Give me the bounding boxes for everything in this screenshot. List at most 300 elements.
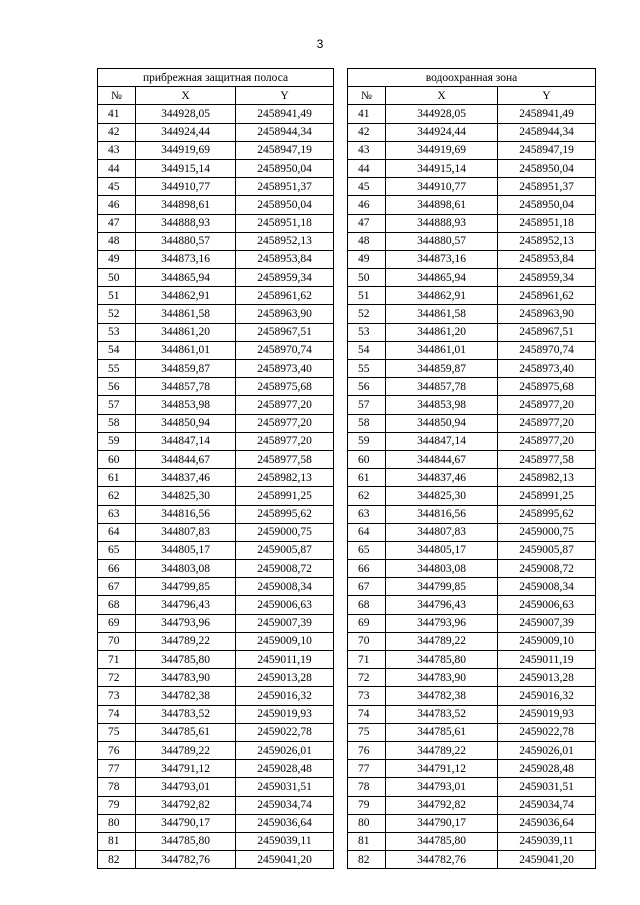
left-x-coordinate: 344785,80: [136, 651, 236, 669]
right-x-coordinate: 344915,14: [386, 159, 498, 177]
table-row: [98, 269, 596, 287]
right-x-coordinate: 344789,22: [386, 741, 498, 759]
column-gap: [334, 69, 348, 87]
left-y-coordinate: 2458961,62: [236, 287, 334, 305]
left-point-number: 42: [98, 123, 136, 141]
right-x-coordinate: 344816,56: [386, 505, 498, 523]
left-point-number: 67: [98, 578, 136, 596]
table-row: [98, 632, 596, 650]
right-y-coordinate: 2459028,48: [498, 760, 596, 778]
right-x-coordinate: 344789,22: [386, 632, 498, 650]
left-y-coordinate: 2458941,49: [236, 105, 334, 123]
right-x-header: X: [386, 87, 498, 105]
right-x-coordinate: 344847,14: [386, 432, 498, 450]
left-point-number: 70: [98, 632, 136, 650]
right-x-coordinate: 344785,61: [386, 723, 498, 741]
left-y-coordinate: 2459034,74: [236, 796, 334, 814]
left-x-coordinate: 344888,93: [136, 214, 236, 232]
left-x-coordinate: 344898,61: [136, 196, 236, 214]
left-x-coordinate: 344850,94: [136, 414, 236, 432]
table-row: [98, 578, 596, 596]
left-y-coordinate: 2459005,87: [236, 541, 334, 559]
left-point-number: 77: [98, 760, 136, 778]
right-point-number: 42: [348, 123, 386, 141]
table-row: [98, 141, 596, 159]
left-y-coordinate: 2458982,13: [236, 469, 334, 487]
right-x-coordinate: 344803,08: [386, 560, 498, 578]
left-y-coordinate: 2458953,84: [236, 250, 334, 268]
left-point-number: 69: [98, 614, 136, 632]
right-y-coordinate: 2458977,20: [498, 432, 596, 450]
table-row: [98, 396, 596, 414]
left-y-coordinate: 2459000,75: [236, 523, 334, 541]
left-y-coordinate: 2459009,10: [236, 632, 334, 650]
right-x-coordinate: 344861,20: [386, 323, 498, 341]
column-gap: [334, 541, 348, 559]
column-gap: [334, 305, 348, 323]
left-y-coordinate: 2459026,01: [236, 741, 334, 759]
left-x-coordinate: 344915,14: [136, 159, 236, 177]
right-x-coordinate: 344850,94: [386, 414, 498, 432]
left-point-number: 51: [98, 287, 136, 305]
right-y-coordinate: 2459034,74: [498, 796, 596, 814]
column-gap: [334, 323, 348, 341]
right-y-coordinate: 2458950,04: [498, 196, 596, 214]
table-row: [98, 250, 596, 268]
left-y-coordinate: 2459013,28: [236, 669, 334, 687]
left-x-coordinate: 344865,94: [136, 269, 236, 287]
right-y-coordinate: 2459041,20: [498, 851, 596, 869]
right-x-coordinate: 344782,76: [386, 851, 498, 869]
left-point-number: 63: [98, 505, 136, 523]
left-point-number: 45: [98, 178, 136, 196]
right-y-coordinate: 2459022,78: [498, 723, 596, 741]
table-row: [98, 851, 596, 869]
right-x-coordinate: 344799,85: [386, 578, 498, 596]
right-y-coordinate: 2459019,93: [498, 705, 596, 723]
right-point-number: 45: [348, 178, 386, 196]
right-x-coordinate: 344861,01: [386, 341, 498, 359]
right-point-number: 70: [348, 632, 386, 650]
right-x-coordinate: 344793,01: [386, 778, 498, 796]
right-point-number: 50: [348, 269, 386, 287]
left-y-header: Y: [236, 87, 334, 105]
left-y-coordinate: 2459028,48: [236, 760, 334, 778]
left-point-number: 79: [98, 796, 136, 814]
column-gap: [334, 159, 348, 177]
right-y-coordinate: 2458977,20: [498, 414, 596, 432]
right-y-coordinate: 2458951,18: [498, 214, 596, 232]
left-point-number: 71: [98, 651, 136, 669]
right-x-coordinate: 344785,80: [386, 651, 498, 669]
column-gap: [334, 723, 348, 741]
column-gap: [334, 269, 348, 287]
column-gap: [334, 432, 348, 450]
right-x-coordinate: 344796,43: [386, 596, 498, 614]
table-row: [98, 596, 596, 614]
left-x-coordinate: 344791,12: [136, 760, 236, 778]
column-gap: [334, 669, 348, 687]
right-x-coordinate: 344873,16: [386, 250, 498, 268]
left-y-coordinate: 2459036,64: [236, 814, 334, 832]
column-gap: [334, 687, 348, 705]
right-x-coordinate: 344928,05: [386, 105, 498, 123]
table-row: [98, 378, 596, 396]
left-zone-title: прибрежная защитная полоса: [98, 69, 334, 87]
table-row: [98, 487, 596, 505]
left-x-coordinate: 344789,22: [136, 741, 236, 759]
left-x-coordinate: 344861,58: [136, 305, 236, 323]
right-point-number: 78: [348, 778, 386, 796]
right-y-coordinate: 2459000,75: [498, 523, 596, 541]
right-x-coordinate: 344880,57: [386, 232, 498, 250]
left-y-coordinate: 2459008,34: [236, 578, 334, 596]
table-row: [98, 560, 596, 578]
left-point-number: 57: [98, 396, 136, 414]
right-point-number: 82: [348, 851, 386, 869]
right-y-coordinate: 2458963,90: [498, 305, 596, 323]
left-point-number: 41: [98, 105, 136, 123]
column-gap: [334, 487, 348, 505]
table-row: [98, 360, 596, 378]
left-point-number: 56: [98, 378, 136, 396]
right-point-number: 55: [348, 360, 386, 378]
right-point-number: 81: [348, 832, 386, 850]
right-point-number: 63: [348, 505, 386, 523]
right-x-coordinate: 344853,98: [386, 396, 498, 414]
column-gap: [334, 214, 348, 232]
left-y-coordinate: 2458977,20: [236, 432, 334, 450]
left-x-coordinate: 344789,22: [136, 632, 236, 650]
left-point-number: 47: [98, 214, 136, 232]
left-y-coordinate: 2459022,78: [236, 723, 334, 741]
right-x-coordinate: 344807,83: [386, 523, 498, 541]
column-gap: [334, 196, 348, 214]
left-point-number: 53: [98, 323, 136, 341]
left-point-number: 49: [98, 250, 136, 268]
right-point-number: 77: [348, 760, 386, 778]
left-y-coordinate: 2459031,51: [236, 778, 334, 796]
right-y-coordinate: 2459007,39: [498, 614, 596, 632]
column-gap: [334, 632, 348, 650]
table-row: [98, 505, 596, 523]
right-x-coordinate: 344919,69: [386, 141, 498, 159]
column-header-row: [98, 87, 596, 105]
right-x-coordinate: 344837,46: [386, 469, 498, 487]
right-y-header: Y: [498, 87, 596, 105]
left-y-coordinate: 2458991,25: [236, 487, 334, 505]
left-x-coordinate: 344790,17: [136, 814, 236, 832]
left-x-coordinate: 344793,96: [136, 614, 236, 632]
left-y-coordinate: 2458973,40: [236, 360, 334, 378]
table-row: [98, 341, 596, 359]
left-x-coordinate: 344807,83: [136, 523, 236, 541]
left-y-coordinate: 2458952,13: [236, 232, 334, 250]
right-y-coordinate: 2459011,19: [498, 651, 596, 669]
right-y-coordinate: 2459009,10: [498, 632, 596, 650]
left-x-coordinate: 344924,44: [136, 123, 236, 141]
right-y-coordinate: 2459008,34: [498, 578, 596, 596]
column-gap: [334, 560, 348, 578]
right-point-number: 79: [348, 796, 386, 814]
column-gap: [334, 450, 348, 468]
table-row: [98, 778, 596, 796]
left-y-coordinate: 2458947,19: [236, 141, 334, 159]
right-point-number: 44: [348, 159, 386, 177]
right-point-number: 71: [348, 651, 386, 669]
left-y-coordinate: 2458975,68: [236, 378, 334, 396]
table-row: [98, 232, 596, 250]
left-point-number: 80: [98, 814, 136, 832]
table-row: [98, 414, 596, 432]
right-x-coordinate: 344805,17: [386, 541, 498, 559]
left-y-coordinate: 2458950,04: [236, 159, 334, 177]
table-row: [98, 323, 596, 341]
left-x-coordinate: 344805,17: [136, 541, 236, 559]
left-y-coordinate: 2458959,34: [236, 269, 334, 287]
left-point-number: 82: [98, 851, 136, 869]
left-point-number: 46: [98, 196, 136, 214]
right-y-coordinate: 2459031,51: [498, 778, 596, 796]
right-point-number: 75: [348, 723, 386, 741]
left-y-coordinate: 2458977,20: [236, 414, 334, 432]
right-point-number: 69: [348, 614, 386, 632]
right-point-number: 48: [348, 232, 386, 250]
left-y-coordinate: 2459019,93: [236, 705, 334, 723]
right-point-number: 64: [348, 523, 386, 541]
table-row: [98, 432, 596, 450]
left-x-coordinate: 344825,30: [136, 487, 236, 505]
table-row: [98, 796, 596, 814]
right-y-coordinate: 2458991,25: [498, 487, 596, 505]
table-row: [98, 669, 596, 687]
right-point-number: 74: [348, 705, 386, 723]
right-y-coordinate: 2458952,13: [498, 232, 596, 250]
left-x-coordinate: 344853,98: [136, 396, 236, 414]
right-y-coordinate: 2459013,28: [498, 669, 596, 687]
left-y-coordinate: 2459008,72: [236, 560, 334, 578]
left-x-coordinate: 344862,91: [136, 287, 236, 305]
right-x-coordinate: 344790,17: [386, 814, 498, 832]
right-y-coordinate: 2458953,84: [498, 250, 596, 268]
right-point-number: 66: [348, 560, 386, 578]
right-y-coordinate: 2458951,37: [498, 178, 596, 196]
right-point-number: 76: [348, 741, 386, 759]
left-point-number: 55: [98, 360, 136, 378]
table-row: [98, 305, 596, 323]
left-point-number: 73: [98, 687, 136, 705]
right-point-number: 52: [348, 305, 386, 323]
right-point-number: 68: [348, 596, 386, 614]
table-row: [98, 123, 596, 141]
right-x-coordinate: 344857,78: [386, 378, 498, 396]
table-row: [98, 541, 596, 559]
zone-title-row: [98, 69, 596, 87]
right-x-coordinate: 344844,67: [386, 450, 498, 468]
left-point-number: 76: [98, 741, 136, 759]
left-x-coordinate: 344928,05: [136, 105, 236, 123]
left-point-number: 52: [98, 305, 136, 323]
left-point-number: 66: [98, 560, 136, 578]
left-x-header: X: [136, 87, 236, 105]
right-y-coordinate: 2459005,87: [498, 541, 596, 559]
right-y-coordinate: 2458977,58: [498, 450, 596, 468]
right-zone-title: водоохранная зона: [348, 69, 596, 87]
right-point-number: 57: [348, 396, 386, 414]
right-point-number: 56: [348, 378, 386, 396]
right-y-coordinate: 2458944,34: [498, 123, 596, 141]
right-point-number: 62: [348, 487, 386, 505]
right-point-number: 67: [348, 578, 386, 596]
right-x-coordinate: 344792,82: [386, 796, 498, 814]
left-y-coordinate: 2459007,39: [236, 614, 334, 632]
left-y-coordinate: 2458995,62: [236, 505, 334, 523]
left-x-coordinate: 344837,46: [136, 469, 236, 487]
right-x-coordinate: 344888,93: [386, 214, 498, 232]
table-row: [98, 159, 596, 177]
right-y-coordinate: 2458982,13: [498, 469, 596, 487]
left-x-coordinate: 344816,56: [136, 505, 236, 523]
right-y-coordinate: 2458961,62: [498, 287, 596, 305]
right-point-number: 80: [348, 814, 386, 832]
column-gap: [334, 178, 348, 196]
column-gap: [334, 596, 348, 614]
table-row: [98, 705, 596, 723]
left-y-coordinate: 2459039,11: [236, 832, 334, 850]
table-row: [98, 214, 596, 232]
right-point-number: 59: [348, 432, 386, 450]
table-row: [98, 723, 596, 741]
table-row: [98, 287, 596, 305]
left-x-coordinate: 344880,57: [136, 232, 236, 250]
left-y-coordinate: 2458977,20: [236, 396, 334, 414]
left-x-coordinate: 344793,01: [136, 778, 236, 796]
right-x-coordinate: 344865,94: [386, 269, 498, 287]
column-gap: [334, 851, 348, 869]
column-gap: [334, 87, 348, 105]
right-y-coordinate: 2459006,63: [498, 596, 596, 614]
left-x-coordinate: 344919,69: [136, 141, 236, 159]
right-point-number: 43: [348, 141, 386, 159]
right-y-coordinate: 2458941,49: [498, 105, 596, 123]
column-gap: [334, 814, 348, 832]
right-point-number: 49: [348, 250, 386, 268]
right-y-coordinate: 2458975,68: [498, 378, 596, 396]
left-x-coordinate: 344873,16: [136, 250, 236, 268]
column-gap: [334, 141, 348, 159]
table-row: [98, 105, 596, 123]
left-point-number: 65: [98, 541, 136, 559]
right-x-coordinate: 344924,44: [386, 123, 498, 141]
left-point-number: 60: [98, 450, 136, 468]
left-point-number: 74: [98, 705, 136, 723]
table-row: [98, 196, 596, 214]
left-x-coordinate: 344783,90: [136, 669, 236, 687]
table-row: [98, 687, 596, 705]
right-x-coordinate: 344783,90: [386, 669, 498, 687]
right-number-header: №: [348, 87, 386, 105]
left-point-number: 48: [98, 232, 136, 250]
right-y-coordinate: 2459036,64: [498, 814, 596, 832]
column-gap: [334, 651, 348, 669]
right-y-coordinate: 2458947,19: [498, 141, 596, 159]
left-y-coordinate: 2458963,90: [236, 305, 334, 323]
right-y-coordinate: 2458959,34: [498, 269, 596, 287]
left-x-coordinate: 344847,14: [136, 432, 236, 450]
left-y-coordinate: 2459016,32: [236, 687, 334, 705]
right-y-coordinate: 2458967,51: [498, 323, 596, 341]
right-y-coordinate: 2459008,72: [498, 560, 596, 578]
right-point-number: 61: [348, 469, 386, 487]
left-point-number: 58: [98, 414, 136, 432]
column-gap: [334, 469, 348, 487]
table-row: [98, 523, 596, 541]
right-point-number: 60: [348, 450, 386, 468]
left-number-header: №: [98, 87, 136, 105]
right-x-coordinate: 344791,12: [386, 760, 498, 778]
table-row: [98, 814, 596, 832]
left-y-coordinate: 2459041,20: [236, 851, 334, 869]
left-x-coordinate: 344861,01: [136, 341, 236, 359]
column-gap: [334, 360, 348, 378]
right-x-coordinate: 344862,91: [386, 287, 498, 305]
left-y-coordinate: 2458950,04: [236, 196, 334, 214]
right-point-number: 72: [348, 669, 386, 687]
left-x-coordinate: 344859,87: [136, 360, 236, 378]
column-gap: [334, 796, 348, 814]
table-row: [98, 741, 596, 759]
left-y-coordinate: 2459006,63: [236, 596, 334, 614]
left-point-number: 62: [98, 487, 136, 505]
table-row: [98, 450, 596, 468]
column-gap: [334, 378, 348, 396]
left-x-coordinate: 344910,77: [136, 178, 236, 196]
left-y-coordinate: 2458944,34: [236, 123, 334, 141]
left-point-number: 68: [98, 596, 136, 614]
left-x-coordinate: 344782,38: [136, 687, 236, 705]
right-point-number: 65: [348, 541, 386, 559]
right-point-number: 47: [348, 214, 386, 232]
left-y-coordinate: 2458951,37: [236, 178, 334, 196]
right-y-coordinate: 2458973,40: [498, 360, 596, 378]
left-x-coordinate: 344792,82: [136, 796, 236, 814]
right-y-coordinate: 2459016,32: [498, 687, 596, 705]
left-point-number: 50: [98, 269, 136, 287]
column-gap: [334, 778, 348, 796]
right-x-coordinate: 344910,77: [386, 178, 498, 196]
right-x-coordinate: 344785,80: [386, 832, 498, 850]
table-row: [98, 178, 596, 196]
right-x-coordinate: 344898,61: [386, 196, 498, 214]
column-gap: [334, 523, 348, 541]
table-row: [98, 760, 596, 778]
left-x-coordinate: 344861,20: [136, 323, 236, 341]
column-gap: [334, 705, 348, 723]
right-point-number: 53: [348, 323, 386, 341]
right-x-coordinate: 344859,87: [386, 360, 498, 378]
left-y-coordinate: 2458977,58: [236, 450, 334, 468]
column-gap: [334, 250, 348, 268]
page-number: 3: [316, 37, 324, 51]
coordinates-table: [97, 68, 596, 869]
table-row: [98, 651, 596, 669]
right-point-number: 73: [348, 687, 386, 705]
left-x-coordinate: 344799,85: [136, 578, 236, 596]
column-gap: [334, 760, 348, 778]
left-y-coordinate: 2459011,19: [236, 651, 334, 669]
table-row: [98, 469, 596, 487]
column-gap: [334, 614, 348, 632]
